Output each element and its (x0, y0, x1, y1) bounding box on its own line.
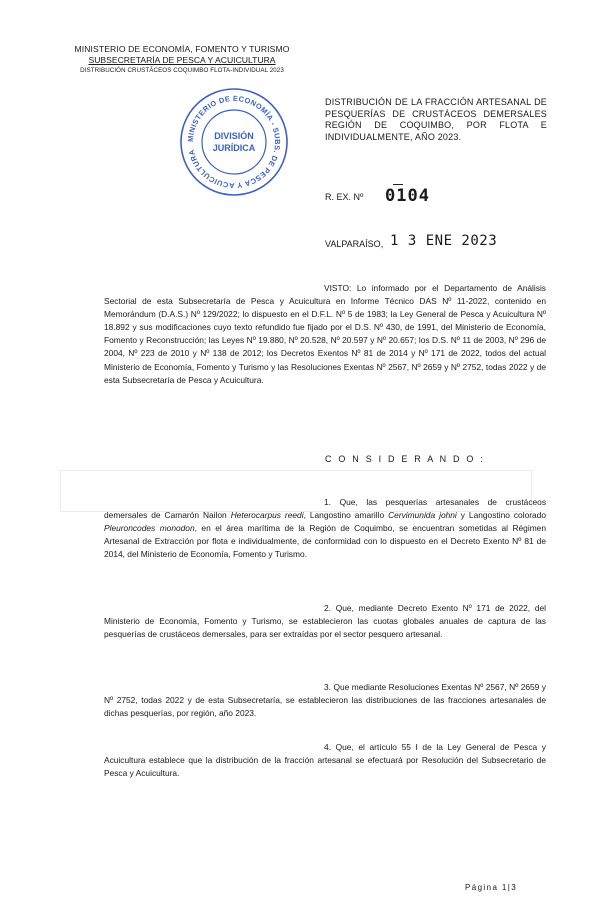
paragraph-text: y Langostino colorado (456, 510, 547, 521)
visto-paragraph (104, 282, 546, 387)
resolution-label: R. EX. Nº (325, 192, 364, 202)
division-juridica-stamp (178, 86, 290, 198)
ministry-name: MINISTERIO DE ECONOMÍA, FOMENTO Y TURISMO (74, 44, 290, 54)
paragraph-number: 2. (324, 603, 331, 613)
paragraph-text: Que, el artículo 55 I de la Ley General de Pesca y Acuicultura establece que la distribución de la fracción artesanal se efectuará por Resolución del Subsecretario de Pesca y Acuicultura. (104, 742, 546, 779)
paragraph-text: Que, las pesquerías artesanales de crustáceos demersales de Camarón Nailon (104, 497, 547, 521)
paragraph-text: , Langostino amarillo (303, 510, 389, 521)
species-name: Heterocarpus reedi (230, 510, 304, 521)
visto-label: VISTO: (324, 283, 352, 293)
considerando-paragraph-4 (104, 741, 546, 780)
resolution-title (325, 97, 547, 143)
paragraph-number: 1. (324, 497, 331, 507)
considerando-heading: C O N S I D E R A N D O : (325, 454, 486, 464)
subsecretaria-name: SUBSECRETARÍA DE PESCA Y ACUICULTURA (88, 55, 276, 65)
considerando-paragraph-2 (104, 602, 546, 641)
page-number: Página 1|3 (465, 883, 518, 892)
paragraph-text: Que, mediante Decreto Exento Nº 171 de 2022, del Ministerio de Economía, Fomento y Turismo, se establecieron las cuotas globales anuales de captura de las pesquerías de crustáceos demersales, para ser extraídas por el sector pesquero artesanal. (104, 603, 546, 640)
visto-text: Lo informado por el Departamento de Análisis Sectorial de esta Subsecretaría de Pesca y Acuicultura en Informe Técnico DAS Nº 11-2022, contenido en Memorándum (D.A.S.) Nº 129/2022; lo dispuesto en el D.F.L. Nº 5 de 1983; la Ley General de Pesca y Acuicultura Nº 18.892 y sus modificaciones cuyo texto refundido fue fijado por el D.S. Nº 430, de 1991, del Ministerio de Economía, Fomento y Reconstrucción; las Leyes Nº 19.880, Nº 20.528, Nº 20.597 y Nº 20.657; los D.S. Nº 11 de 2003, Nº 296 de 2004, Nº 223 de 2010 y Nº 138 de 2012; los Decretos Exentos Nº 81 de 2014 y Nº 171 de 2022, todos del actual Ministerio de Economía, Fomento y Turismo y las Resoluciones Exentas Nº 2567, Nº 2659 y Nº 2752, todas 2022 y de esta Subsecretaría de Pesca y Acuicultura. (104, 283, 546, 385)
stamp-line-juridica: JURÍDICA (212, 143, 256, 153)
considerando-paragraph-3 (104, 681, 546, 720)
title-line: INDIVIDUALMENTE, AÑO 2023. (325, 131, 462, 142)
resolution-number: 0104 (385, 186, 430, 206)
species-name: Cervimunida johni (388, 510, 457, 521)
title-line: PESQUERÍAS DE CRUSTÁCEOS DEMERSALES (325, 108, 547, 119)
resolution-number-mark (393, 184, 403, 185)
stamp-inner-ring (202, 110, 266, 174)
title-line: DISTRIBUCIÓN DE LA FRACCIÓN ARTESANAL DE (325, 97, 547, 107)
stamp-ring-text: MINISTERIO DE ECONOMÍA - SUBS. DE PESCA Y ACUICULTURA (185, 93, 283, 191)
considerando-paragraph-1 (104, 496, 546, 561)
place-label: VALPARAÍSO, (325, 239, 384, 249)
title-line: REGIÓN DE COQUIMBO, POR FLOTA E (325, 120, 547, 130)
species-name: Pleuroncodes monodon (104, 523, 195, 534)
paragraph-text: , en el área marítima de la Región de Coquimbo, se encuentran sometidas al Régimen Artesanal de Extracción por flota e individualmente, de conformidad con lo dispuesto en el Decreto Exento Nº 81 de 2014, del Ministerio de Economía, Fomento y Turismo. (104, 523, 546, 560)
resolution-date: 1 3 ENE 2023 (390, 233, 498, 249)
paragraph-text: Que mediante Resoluciones Exentas Nº 2567, Nº 2659 y Nº 2752, todas 2022 y de esta Subsecretaría, se establecieron las distribuciones de las fracciones artesanales de dichas pesquerías, por región, año 2023. (104, 682, 546, 719)
paragraph-number: 4. (324, 742, 331, 752)
stamp-line-division: DIVISIÓN (214, 131, 254, 141)
stamp-outer-ring (181, 89, 287, 195)
document-reference: DISTRIBUCIÓN CRUSTÁCEOS COQUIMBO FLOTA-INDIVIDUAL 2023 (80, 67, 284, 74)
letterhead (62, 44, 302, 74)
paragraph-number: 3. (324, 682, 331, 692)
